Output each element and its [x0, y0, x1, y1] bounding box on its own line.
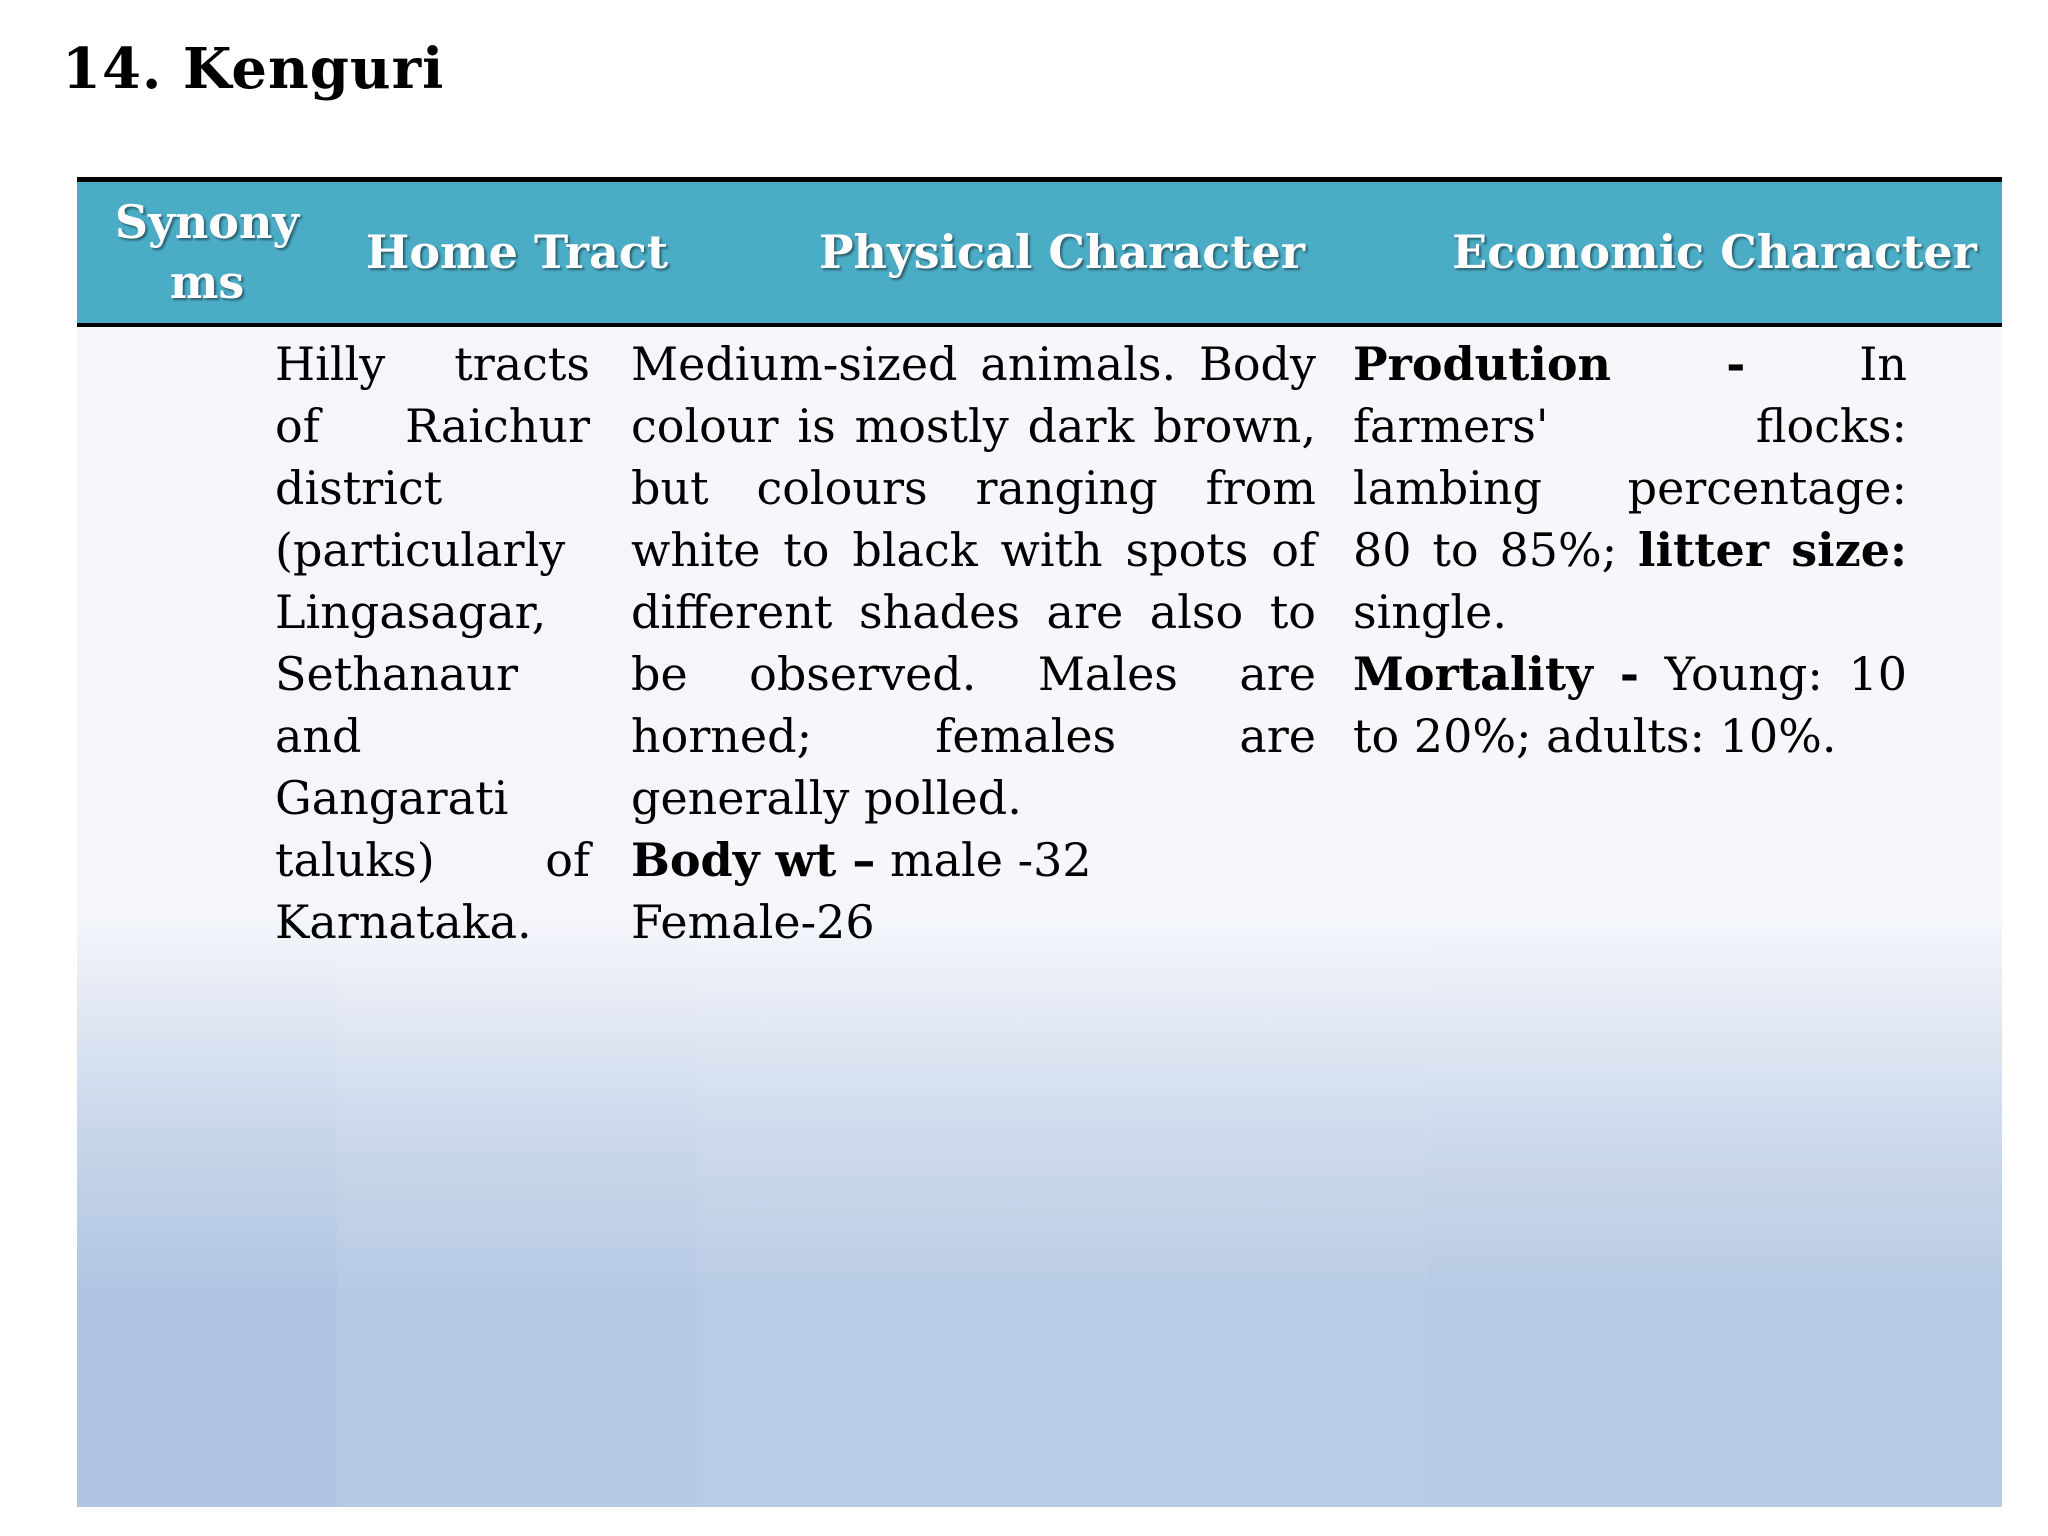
mortality-paragraph — [1353, 643, 1907, 767]
body-wt-male: male -32 — [875, 833, 1092, 887]
body-wt-female: Female-26 — [631, 895, 875, 949]
litter-text: single. — [1353, 585, 1507, 639]
slide-title: 14. Kenguri — [62, 36, 445, 102]
body-weight-line — [631, 829, 1316, 891]
home-tract-text: Hilly tracts of Raichur district (particularly Lingasagar, Sethanaur and Gangarati taluks) of Karnataka. — [275, 337, 590, 949]
header-physical-character: Physical Character — [818, 224, 1306, 279]
body-wt-label: Body wt – — [631, 833, 876, 887]
cell-economic-character — [1353, 333, 1907, 767]
table-header-row — [77, 182, 2002, 327]
litter-label: litter size: — [1638, 523, 1907, 577]
production-text: In farmers' flocks: lambing percentage: 80 to 85%; — [1353, 337, 1907, 577]
physical-description: Medium-sized animals. Body colour is mostly dark brown, but colours ranging from white to black with spots of different shades are also to be observed. Males are horned; females are generally polled. — [631, 337, 1316, 825]
cell-home-tract — [275, 333, 590, 953]
cell-physical-character — [631, 333, 1316, 953]
mortality-label: Mortality - — [1353, 647, 1639, 701]
production-paragraph — [1353, 333, 1907, 643]
header-home-tract: Home Tract — [365, 224, 669, 279]
header-synonyms: Synony ms — [114, 194, 300, 309]
header-economic-character: Economic Character — [1452, 224, 1977, 279]
mortality-text: Young: 10 to 20%; adults: 10%. — [1353, 647, 1907, 763]
production-label: Prodution - — [1353, 337, 1746, 391]
